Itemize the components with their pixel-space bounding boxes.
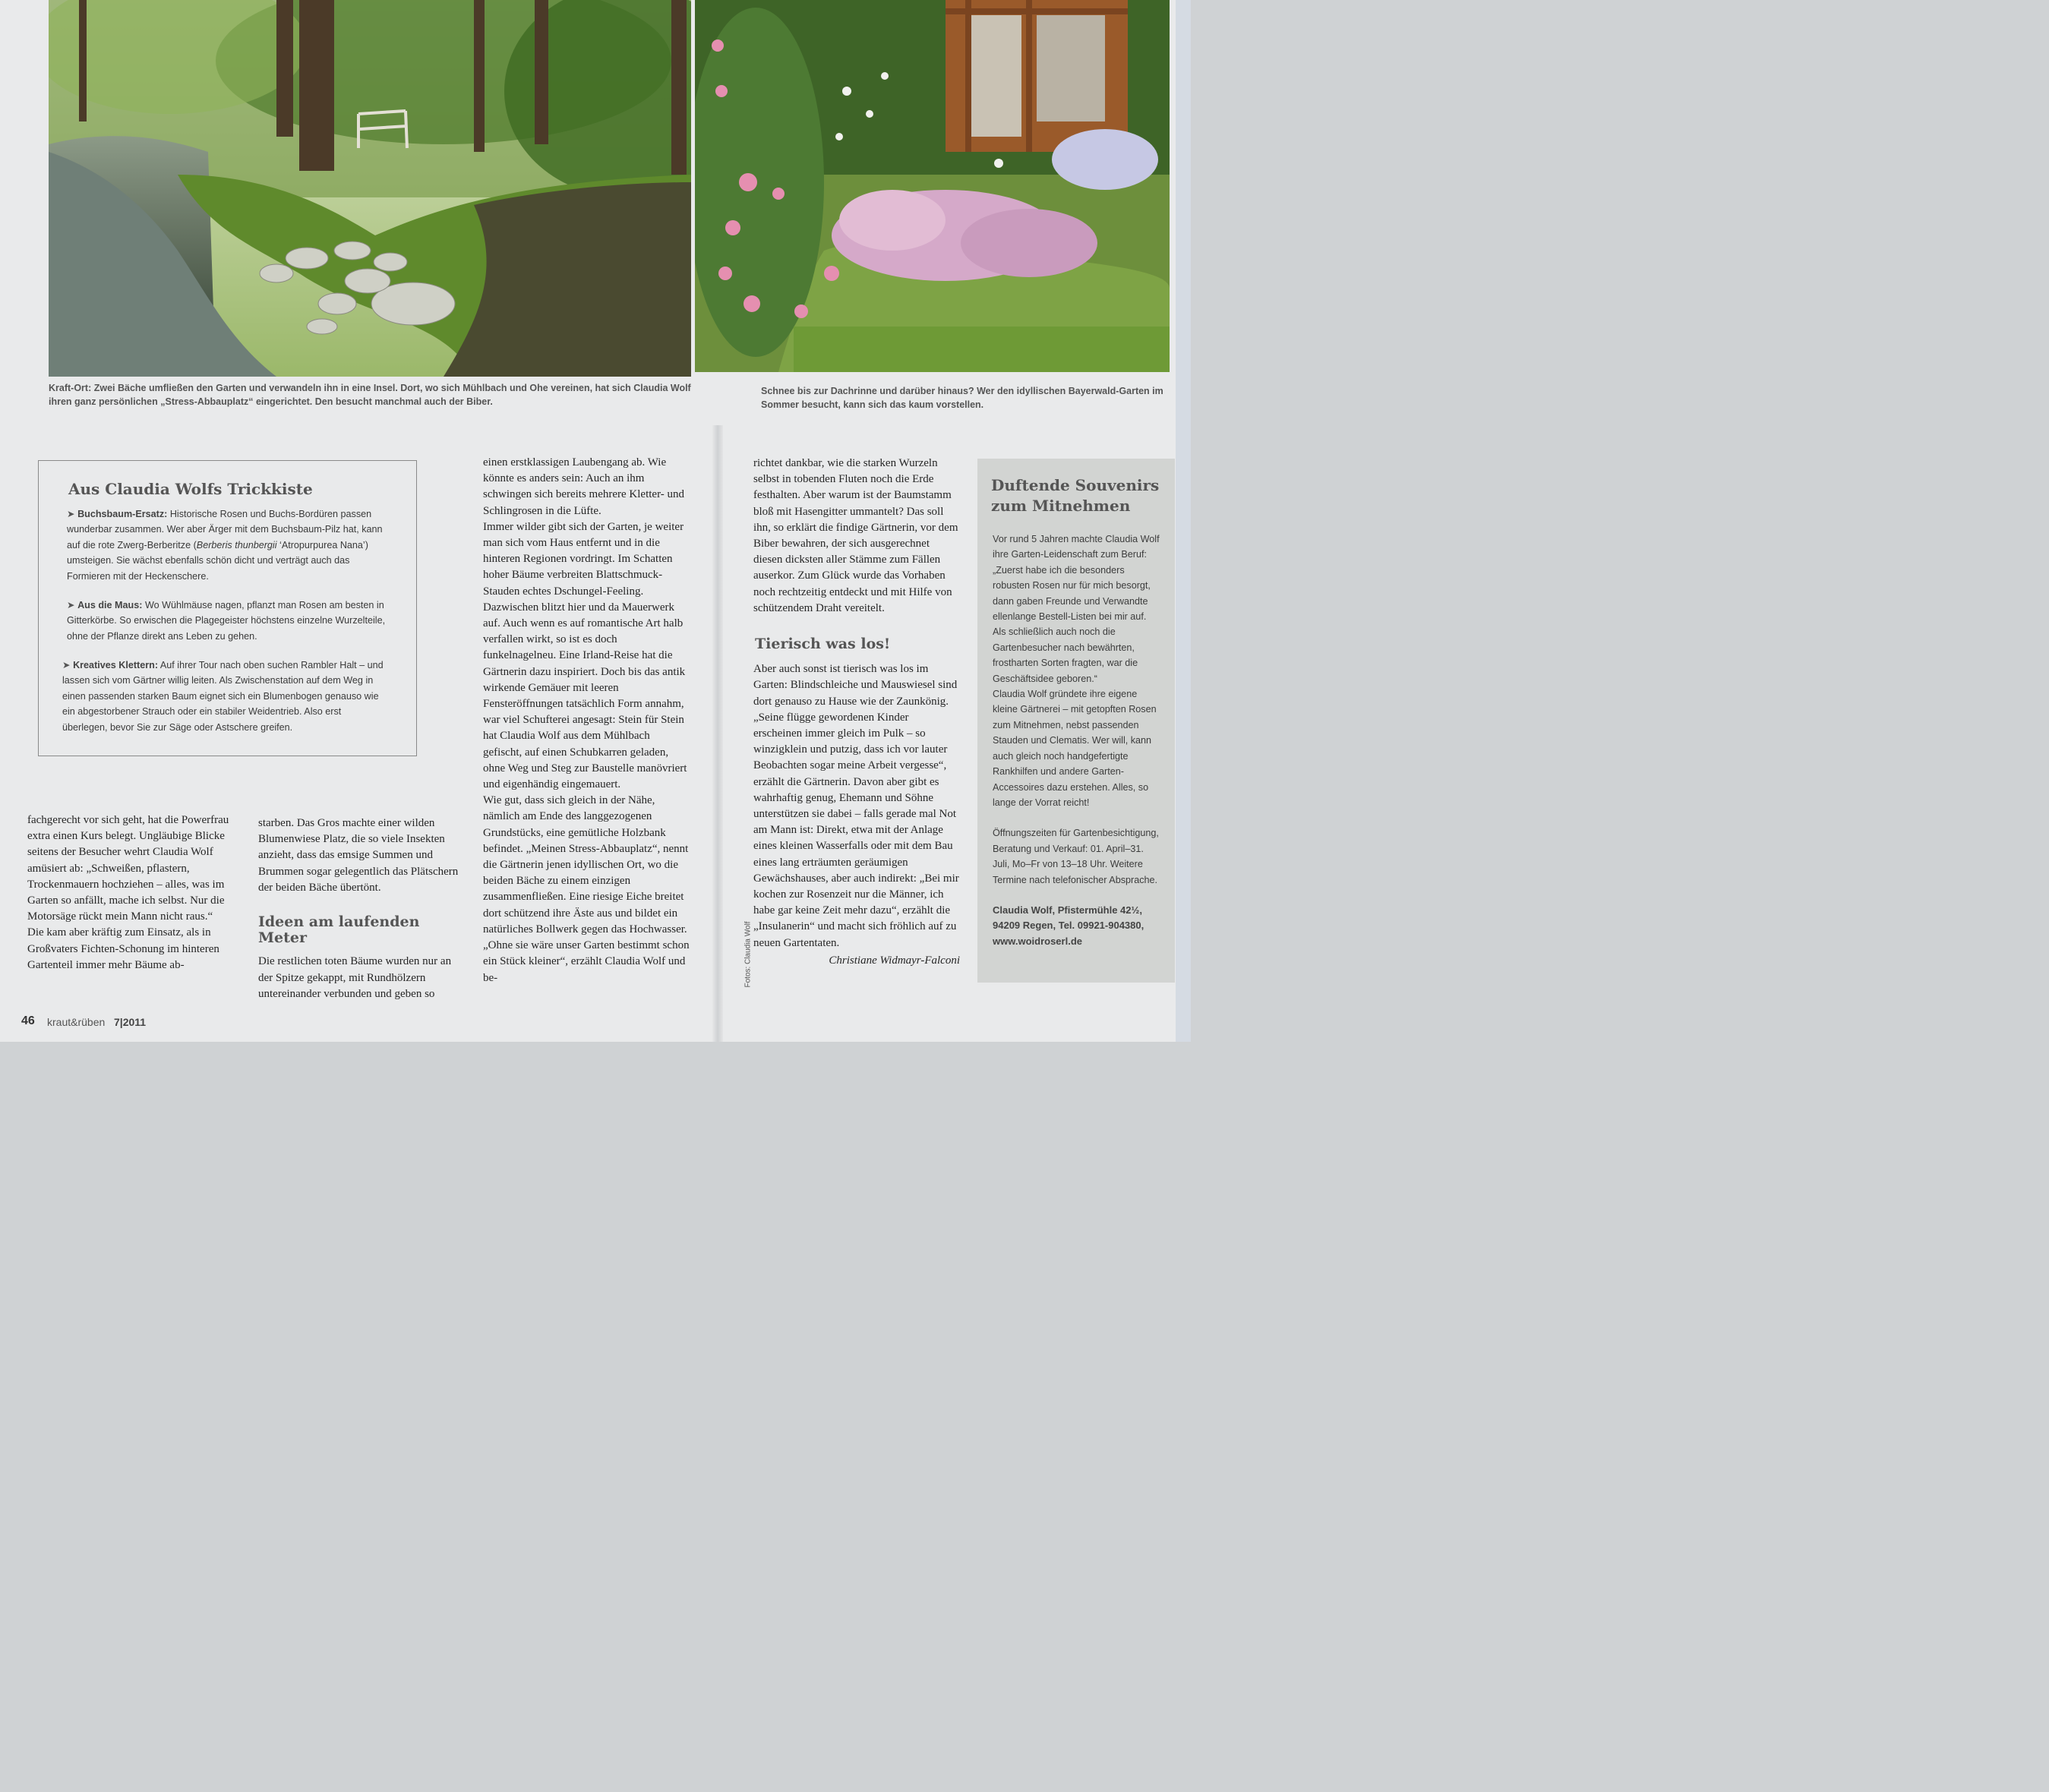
article-paragraph: Die restlichen toten Bäume wurden nur an der Spitze gekappt, mit Rundhölzern untereinander verbunden und geben so — [258, 955, 452, 1000]
photo-garden — [695, 0, 1170, 372]
page-edge — [1176, 0, 1191, 1042]
magazine-name: kraut&rüben — [47, 1016, 106, 1028]
tip-buchsbaum — [67, 506, 386, 584]
sidebar-title: Duftende Souvenirs zum Mitnehmen — [991, 476, 1160, 515]
sidebar-paragraph: Vor rund 5 Jahren machte Claudia Wolf ihre Garten-Leidenschaft zum Beruf: „Zuerst habe ich die besonders robusten Rosen nur für mich besorgt, dann gaben Freunde und Verwandte ellenlange Bestell-Listen bei mir auf. Als schließlich auch noch die Gartenbesucher nach bewährten, frostharten Sorten fragten, war die Geschäftsidee geboren.“ — [993, 534, 1160, 684]
caption-left: Kraft-Ort: Zwei Bäche umfließen den Garten und verwandeln ihn in eine Insel. Dort, wo sich Mühlbach und Ohe vereinen, hat sich Claudia Wolf ihren ganz persönlichen „Stress-Abbauplatz“ eingerichtet. Den besucht manchmal auch der Biber. — [49, 383, 691, 407]
article-paragraph: Die kam aber kräftig zum Einsatz, als in Großvaters Fichten-Schonung im hinteren Gartenteil immer mehr Bäume ab- — [27, 926, 219, 971]
article-paragraph: fachgerecht vor sich geht, hat die Powerfrau extra einen Kurs belegt. Ungläubige Blicke seitens der Besucher wehrt Claudia Wolf amüsiert ab: „Schweißen, pflastern, Trockenmauern hochziehen – alles, was im Garten so anfällt, mache ich selbst. Nur die Motorsäge rückt mein Mann nicht raus.“ — [27, 814, 229, 923]
tip-label: Buchsbaum-Ersatz: — [77, 509, 168, 519]
sidebar-contact: Claudia Wolf, Pfistermühle 42½, 94209 Regen, Tel. 09921-904380, www.woidroserl.de — [993, 904, 1144, 947]
caption-right: Schnee bis zur Dachrinne und darüber hinaus? Wer den idyllischen Bayerwald-Garten im Sommer besucht, kann sich das kaum vorstellen. — [761, 386, 1163, 410]
author-byline: Christiane Widmayr-Falconi — [829, 954, 960, 967]
section-heading: Tierisch was los! — [755, 636, 891, 653]
article-paragraph: Immer wilder gibt sich der Garten, je weiter man sich vom Haus entfernt und in die hinteren Regionen vordringt. Im Schatten hoher Bäume verbreiten Blattschmuck-Stauden echtes Dschungel-Feeling. Dazwischen blitzt hier und da Mauerwerk auf. Auch wenn es auf romantische Art halb verfallen wirkt, so ist es doch funkelnagelneu. Eine Irland-Reise hat die Gärtnerin dazu inspiriert. Doch bis das antik wirkende Gemäuer mit leeren Fensteröffnungen tatsächlich Form annahm, war viel Schufterei angesagt: Stein für Stein hat Claudia Wolf aus dem Mühlbach gefischt, auf einen Schubkarren geladen, ohne Weg und Steg zur Baustelle manövriert und eigenhändig eingemauert. — [483, 520, 687, 791]
article-column-3 — [483, 455, 690, 986]
arrow-icon: ➤ — [62, 660, 74, 670]
article-paragraph: starben. Das Gros machte einer wilden Blumenwiese Platz, die so viele Insekten anzieht, dass das emsige Summen und Brummen sogar gelegentlich das Plätschern der beiden Bäche übertönt. — [258, 817, 459, 894]
article-paragraph: Aber auch sonst ist tierisch was los im Garten: Blindschleiche und Mauswiesel sind dort genauso zu Hause wie der Zaunkönig. „Seine flügge gewordenen Kinder erscheinen immer gleich im Pulk – so winzigklein und putzig, dass ich vor lauter Beobachten sogar meine Arbeit vergesse“, erzählt die Gärtnerin. Davon aber gibt es wahrhaftig genug, Ehemann und Söhne unterstützen sie dabei – falls gerade mal Not am Mann ist: Direkt, etwa mit der Anlage eines kleinen Wasserfalls oder mit dem Bau eines lang erträumten geräumigen Gewächshauses, aber auch indirekt: „Bei mir kochen zur Rosenzeit nur die Männer, ich habe gar keine Zeit mehr dazu“, erzählt die „Insulanerin“ und macht sich fröhlich auf zu neuen Gartentaten. — [753, 663, 959, 949]
photo-credit: Fotos: Claudia Wolf — [744, 921, 753, 988]
arrow-icon: ➤ — [67, 600, 78, 610]
sidebar-paragraph: Claudia Wolf gründete ihre eigene kleine Gärtnerei – mit getopften Rosen zum Mitnehmen, nebst passenden Stauden und Clematis. Wer will, kann auch gleich noch handgefertigte Rankhilfen und andere Garten-Accessoires dazu erstehen. Alles, so lange der Vorrat reicht! — [993, 689, 1157, 808]
tip-label: Kreatives Klettern: — [73, 660, 159, 670]
tip-maus — [67, 598, 386, 644]
tip-text: Wo Wühlmäuse nagen, pflanzt man Rosen am besten in Gitterkörbe. So erwischen die Plagegeister höchstens einzelne Wurzelteile, ohne der Pflanze direkt ans Leben zu gehen. — [67, 600, 386, 642]
article-paragraph: einen erstklassigen Laubengang ab. Wie könnte es anders sein: Auch an ihm schwingen sich bereits mehrere Kletter- und Schlingrosen in die Lüfte. — [483, 456, 685, 517]
article-column-4 — [753, 456, 960, 969]
article-paragraph: Wie gut, dass sich gleich in der Nähe, nämlich am Ende des langgezogenen Grundstücks, eine gemütliche Holzbank befindet. „Meinen Stress-Abbauplatz“, nennt die Gärtnerin jenen idyllischen Ort, wo die beiden Bäche zu einem einzigen zusammenfließen. Eine riesige Eiche breitet dort schützend ihre Äste aus und bildet ein natürliches Bollwerk gegen das Hochwasser. „Ohne sie wäre unser Garten bestimmt schon ein Stück kleiner“, erzählt Claudia Wolf und be- — [483, 794, 690, 984]
tip-text: Auf ihrer Tour nach oben suchen Rambler Halt – und lassen sich vom Gärtner willig leiten. Als Zwischenstation auf dem Weg in einen passenden starken Baum eignet sich ein Blumenbogen genauso wie ein abgestorbener Strauch oder ein stabiler Weidentrieb. Also erst überlegen, bevor Sie zur Säge oder Astschere greifen. — [62, 660, 384, 733]
tip-latin: Berberis thunbergii — [196, 539, 277, 551]
photo-stream — [49, 0, 691, 377]
article-paragraph: richtet dankbar, wie die starken Wurzeln selbst in tobenden Fluten noch die Erde festhalten. Aber warum ist der Baumstamm bloß mit Hasengitter ummantelt? Das soll ihn, so erklärt die findige Gärtnerin, vor dem Biber bewahren, der sich ausgerechnet diesen dicksten aller Stämme zum Fällen auserkor. Zum Glück wurde das Vorhaben noch rechtzeitig entdeckt und mit Hilfe von schützendem Draht vereitelt. — [753, 457, 958, 614]
tips-box-title: Aus Claudia Wolfs Trickkiste — [68, 480, 313, 498]
page-gutter — [712, 425, 723, 1042]
tip-text: Historische Rosen und Buchs-Bordüren passen wunderbar zusammen. Wer aber Ärger mit dem Buchsbaum-Pilz hat, kann auf die rote Zwerg-Berberitze ( — [67, 509, 383, 551]
sidebar-text — [993, 532, 1161, 949]
tip-label: Aus die Maus: — [77, 600, 143, 610]
issue-number: 7|2011 — [114, 1016, 147, 1028]
sidebar-paragraph: Öffnungszeiten für Gartenbesichtigung, Beratung und Verkauf: 01. April–31. Juli, Mo–Fr von 13–18 Uhr. Weitere Termine nach telefonischer Absprache. — [993, 828, 1159, 885]
tip-text-2: ‘Atropurpurea Nana’) umsteigen. Sie wächst ebenfalls schön dicht und verträgt auch das Formieren mit der Heckenschere. — [67, 539, 368, 582]
section-heading: Ideen am laufenden Meter — [258, 913, 420, 947]
article-column-2 — [258, 816, 459, 1002]
page-number: 46 — [21, 1014, 35, 1027]
tip-klettern — [62, 658, 389, 735]
arrow-icon: ➤ — [67, 509, 78, 519]
article-column-1 — [27, 812, 242, 973]
